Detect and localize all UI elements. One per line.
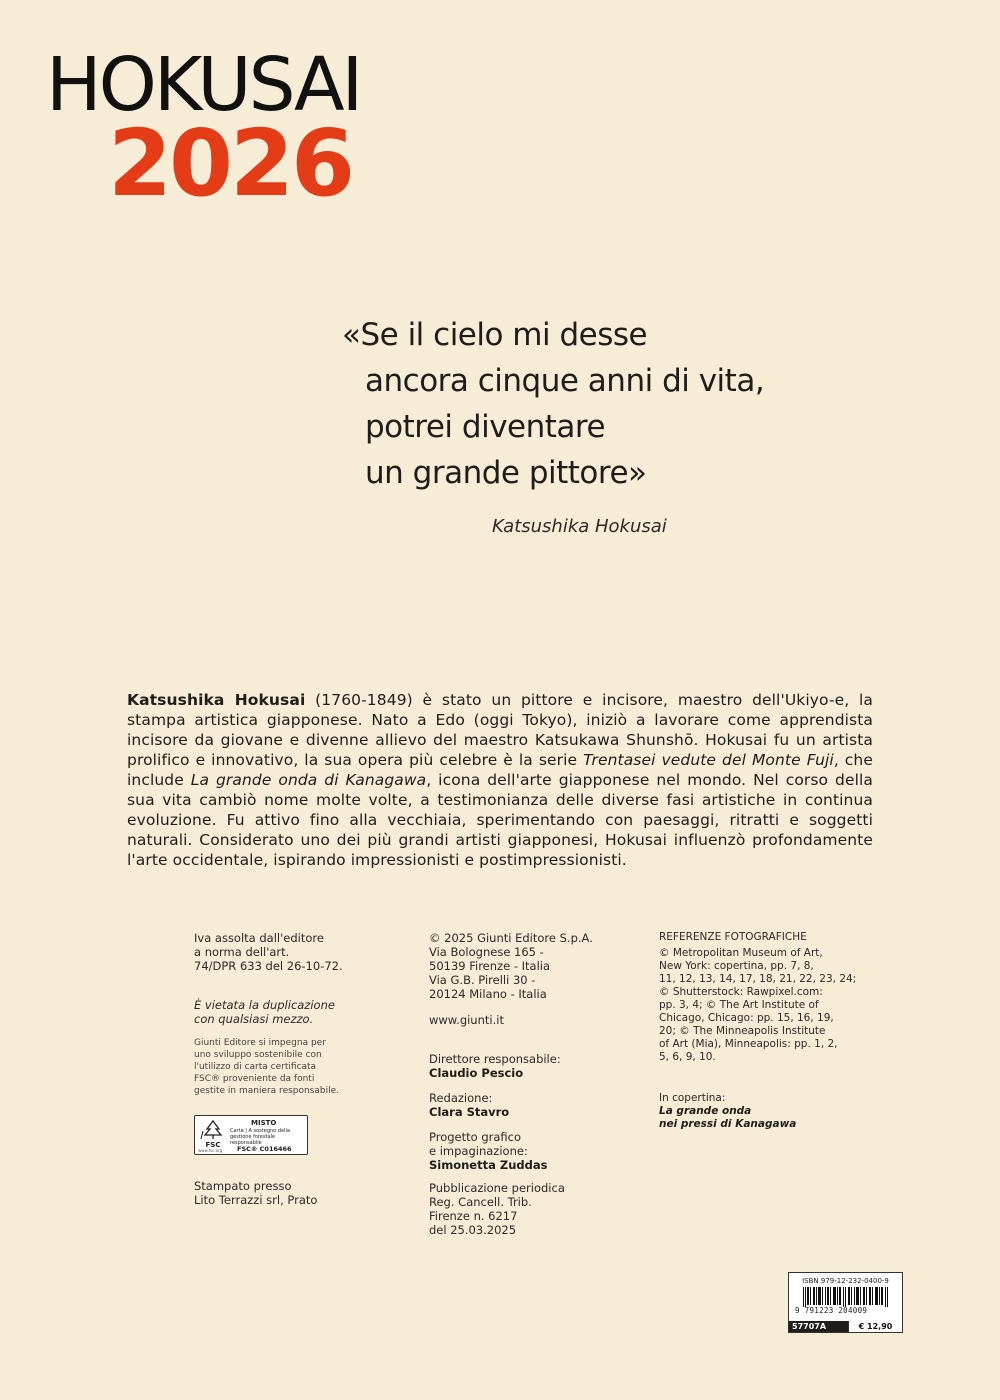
- warning-line: È vietata la duplicazione: [194, 998, 335, 1012]
- biography: [127, 690, 873, 870]
- editorial: [429, 1091, 509, 1119]
- publisher-line: 20124 Milano - Italia: [429, 987, 547, 1001]
- product-code: 57707A: [789, 1321, 848, 1332]
- credits-line: 5, 6, 9, 10.: [659, 1051, 716, 1063]
- director-name: Claudio Pescio: [429, 1066, 524, 1080]
- fsc-desc: Carta | A sostegno della gestione forestale responsabile: [230, 1128, 290, 1146]
- cover-title: La grande onda: [659, 1105, 752, 1117]
- publisher-info: [429, 931, 593, 1001]
- bio-artwork: La grande onda di Kanagawa: [190, 771, 427, 789]
- barcode-digits: 9 791223 204009: [795, 1306, 868, 1315]
- quote-line: ancora cinque anni di vita,: [365, 363, 765, 399]
- barcode-bars-icon: [803, 1287, 889, 1307]
- title-year: 2026: [108, 110, 353, 217]
- periodical-line: Reg. Cancell. Trib.: [429, 1195, 532, 1209]
- fsc-code: FSC® C016466: [237, 1145, 292, 1153]
- periodical-info: [429, 1181, 565, 1237]
- publisher-line: © 2025 Giunti Editore S.p.A.: [429, 931, 593, 945]
- cover-title: nei pressi di Kanagawa: [659, 1118, 797, 1130]
- sustainability-note: [194, 1037, 339, 1097]
- quote-line: potrei diventare: [365, 409, 606, 445]
- bio-text: , icona dell'arte giapponese nel mondo. Nel corso della sua vita cambiò nome molte volte, a testimonianza delle diverse fasi artistiche in continua evoluzione. Fu attivo fino alla vecchiaia, sperimentando con paesaggi, ritratti e soggetti naturali. Considerato uno dei più grandi artisti giapponesi, Hokusai influenzò profondamente l'arte occidentale, ispirando impressionisti e postimpressionisti.: [127, 771, 873, 869]
- sustainability-line: uno sviluppo sostenibile con: [194, 1050, 322, 1060]
- code-row: [789, 1321, 902, 1332]
- design-label: e impaginazione:: [429, 1144, 528, 1158]
- quote-author: Katsushika Hokusai: [492, 516, 667, 537]
- credits-heading: REFERENZE FOTOGRAFICHE: [659, 931, 807, 943]
- iva-note: [194, 931, 343, 973]
- quote-line: un grande pittore»: [365, 455, 647, 491]
- warning-line: con qualsiasi mezzo.: [194, 1012, 314, 1026]
- bio-text: (1760-1849) è stato un pittore e incisore, maestro dell'Ukiyo-e, la stampa artistica giapponese. Nato a Edo (oggi Tokyo), iniziò a lavorare come apprendista incisore da giovane e divenne allievo del maestro Katsukawa Shunshō. Hokusai fu un artista prolifico e innovativo, la sua opera più celebre è la serie: [127, 691, 874, 769]
- periodical-line: Firenze n. 6217: [429, 1209, 518, 1223]
- periodical-line: Pubblicazione periodica: [429, 1181, 565, 1195]
- credits-line: © Metropolitan Museum of Art,: [659, 947, 823, 959]
- design-label: Progetto grafico: [429, 1130, 522, 1144]
- credits-line: Chicago, Chicago: pp. 15, 16, 19,: [659, 1012, 834, 1024]
- cover-credit: [659, 1092, 796, 1131]
- price: € 12,90: [848, 1321, 902, 1332]
- iva-line: 74/DPR 633 del 26-10-72.: [194, 959, 343, 973]
- publisher-line: Via G.B. Pirelli 30 -: [429, 973, 536, 987]
- editorial-label: Redazione:: [429, 1091, 493, 1105]
- sustainability-line: FSC® proveniente da fonti: [194, 1074, 315, 1084]
- publisher-line: Via Bolognese 165 -: [429, 945, 544, 959]
- fsc-brand: FSC: [205, 1141, 221, 1149]
- sustainability-line: gestite in maniera responsabile.: [194, 1086, 340, 1096]
- barcode: [788, 1272, 903, 1333]
- credits-line: New York: copertina, pp. 7, 8,: [659, 960, 814, 972]
- bio-name: Katsushika Hokusai: [127, 691, 306, 709]
- design-name: Simonetta Zuddas: [429, 1158, 548, 1172]
- bio-text: , che include: [127, 751, 873, 789]
- cover-label: In copertina:: [659, 1092, 726, 1104]
- credits-line: © Shutterstock: Rawpixel.com:: [659, 986, 823, 998]
- credits-line: 11, 12, 13, 14, 17, 18, 21, 22, 23, 24;: [659, 973, 857, 985]
- fsc-mix: MISTO: [251, 1119, 277, 1127]
- printed-line: Stampato presso: [194, 1179, 292, 1193]
- quote-line: «Se il cielo mi desse: [342, 317, 648, 353]
- credits-line: of Art (Mia), Minneapolis: pp. 1, 2,: [659, 1038, 838, 1050]
- fsc-site: www.fsc.org: [198, 1148, 223, 1153]
- duplication-warning: [194, 998, 335, 1026]
- editorial-name: Clara Stavro: [429, 1105, 510, 1119]
- design: [429, 1130, 547, 1172]
- sustainability-line: l'utilizzo di carta certificata: [194, 1062, 317, 1072]
- website-link[interactable]: www.giunti.it: [429, 1013, 504, 1027]
- fsc-tree-icon: [199, 1119, 227, 1151]
- iva-line: Iva assolta dall'editore: [194, 931, 324, 945]
- quote: [342, 312, 902, 496]
- isbn: ISBN 979-12-232-0400-9: [802, 1277, 889, 1285]
- photo-credits: [659, 931, 856, 1064]
- bio-series: Trentasei vedute del Monte Fuji: [583, 751, 834, 769]
- iva-line: a norma dell'art.: [194, 945, 290, 959]
- sustainability-line: Giunti Editore si impegna per: [194, 1038, 326, 1048]
- publisher-line: 50139 Firenze - Italia: [429, 959, 551, 973]
- credits-line: pp. 3, 4; © The Art Institute of: [659, 999, 819, 1011]
- printed-by: [194, 1179, 317, 1207]
- title-hokusai: HOKUSAI: [46, 42, 361, 128]
- printed-line: Lito Terrazzi srl, Prato: [194, 1193, 318, 1207]
- periodical-line: del 25.03.2025: [429, 1223, 517, 1237]
- director: [429, 1052, 561, 1080]
- director-label: Direttore responsabile:: [429, 1052, 561, 1066]
- fsc-label: [194, 1115, 308, 1155]
- credits-line: 20; © The Minneapolis Institute: [659, 1025, 826, 1037]
